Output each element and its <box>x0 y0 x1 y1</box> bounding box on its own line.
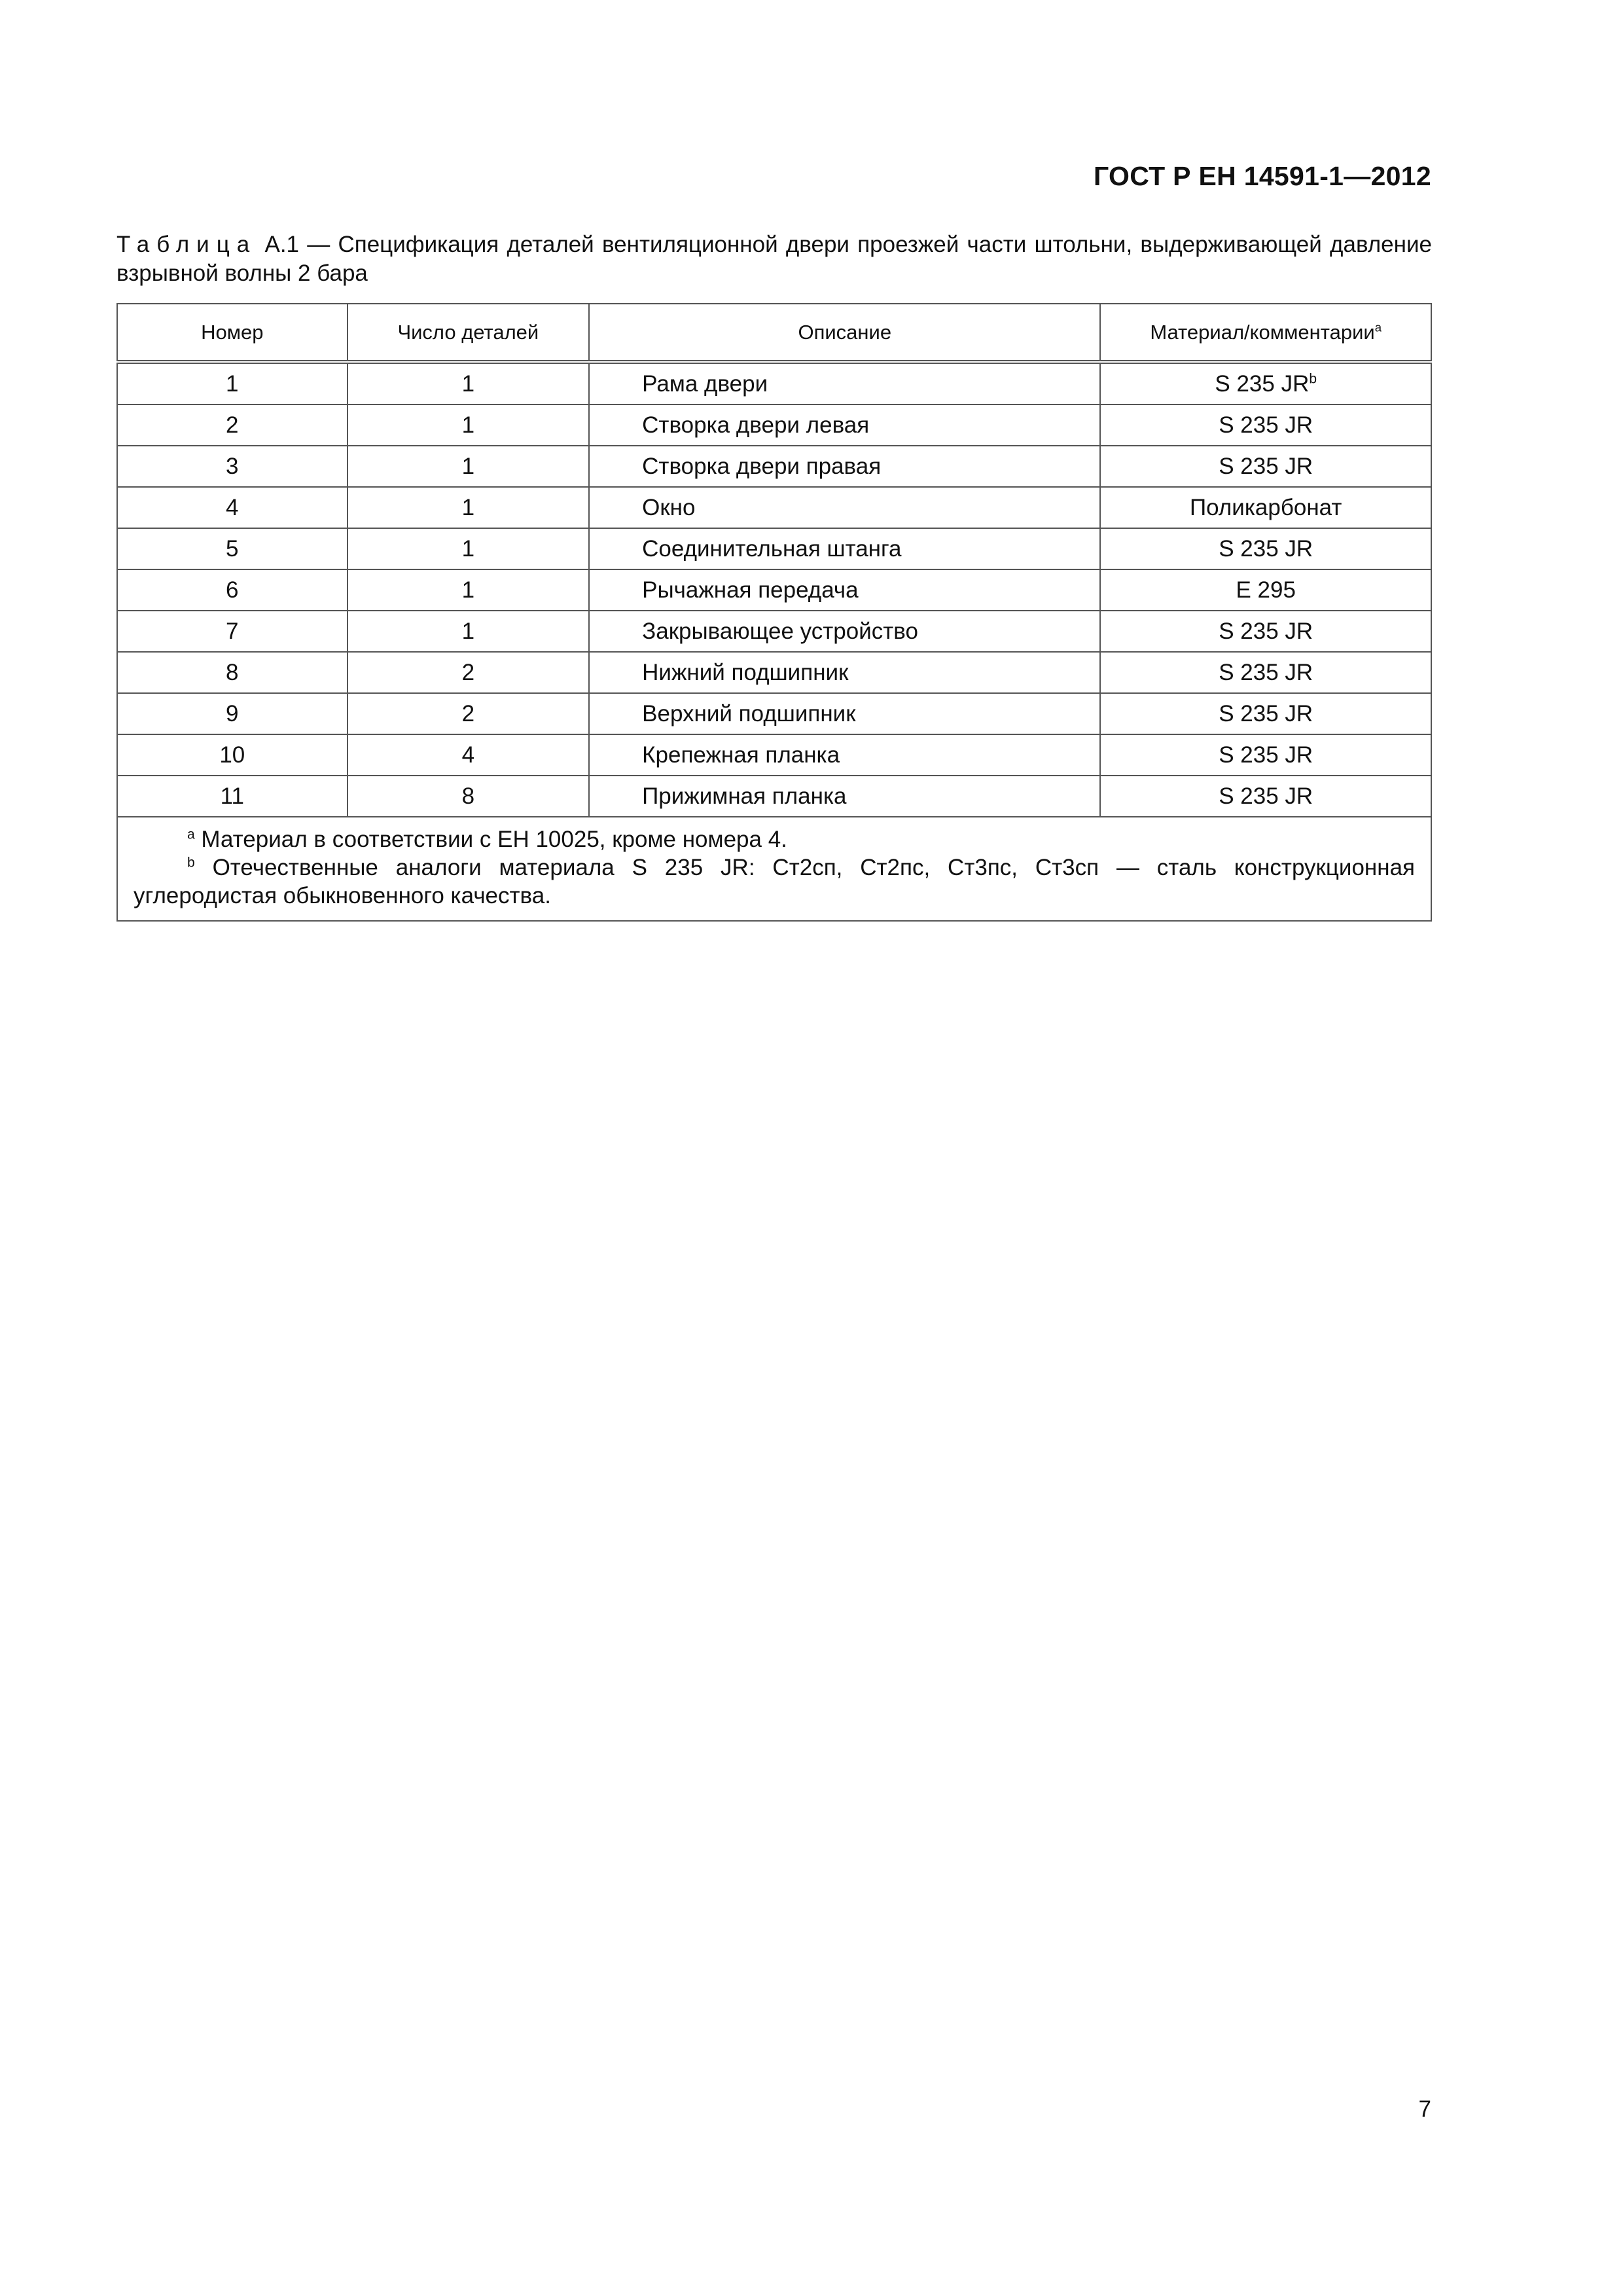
cell-description-text: Створка двери правая <box>642 453 882 479</box>
cell-count-text: 8 <box>461 783 475 809</box>
cell-number-text: 5 <box>226 535 239 562</box>
cell-number-text: 7 <box>226 618 239 644</box>
cell-number <box>117 776 348 817</box>
footnote-a-text: Материал в соответствии с ЕН 10025, кроме номера 4. <box>201 827 787 852</box>
cell-count-text: 4 <box>461 742 475 768</box>
cell-number <box>117 734 348 776</box>
table-row <box>117 404 1431 446</box>
table-row <box>117 446 1431 487</box>
cell-description <box>589 446 1100 487</box>
cell-count <box>348 569 590 611</box>
cell-number-text: 9 <box>226 700 239 726</box>
cell-number-text: 11 <box>220 783 244 809</box>
caption-text: — Спецификация деталей вентиляционной двери проезжей части штольни, выдерживающей давление взрывной волны 2 бара <box>116 232 1432 286</box>
cell-count-text: 2 <box>461 700 475 726</box>
notes-row <box>117 817 1431 921</box>
cell-material <box>1100 776 1431 817</box>
cell-count-text: 1 <box>461 412 475 438</box>
cell-count-text: 1 <box>461 535 475 562</box>
cell-material <box>1100 528 1431 569</box>
table-body <box>117 362 1431 817</box>
cell-description-text: Закрывающее устройство <box>642 618 918 644</box>
header-description: Описание <box>589 304 1100 362</box>
cell-number <box>117 446 348 487</box>
table-header-row <box>117 304 1431 362</box>
cell-description-text: Прижимная планка <box>642 783 847 809</box>
header-material-footnote-mark: a <box>1374 320 1382 334</box>
cell-count-text: 1 <box>461 494 475 520</box>
cell-count <box>348 776 590 817</box>
cell-description-text: Соединительная штанга <box>642 535 902 562</box>
page-number: 7 <box>1418 2096 1431 2122</box>
cell-material <box>1100 362 1431 404</box>
cell-number <box>117 693 348 734</box>
cell-number-text: 10 <box>219 742 245 768</box>
cell-material-text: Поликарбонат <box>1190 494 1342 520</box>
cell-number-text: 1 <box>226 370 239 397</box>
cell-count <box>348 693 590 734</box>
footnote-b <box>134 853 1415 910</box>
cell-material <box>1100 404 1431 446</box>
cell-number <box>117 611 348 652</box>
cell-description <box>589 611 1100 652</box>
cell-count <box>348 734 590 776</box>
cell-number-text: 2 <box>226 412 239 438</box>
cell-description <box>589 487 1100 528</box>
cell-material-text: S 235 JR <box>1219 742 1313 768</box>
table-row <box>117 693 1431 734</box>
footnote-b-text: Отечественные аналоги материала S 235 JR: Ст2сп, Ст2пс, Ст3пс, Ст3сп — сталь конструкционная углеродистая обыкновенного качества. <box>134 855 1415 908</box>
cell-material <box>1100 487 1431 528</box>
cell-description <box>589 652 1100 693</box>
cell-description <box>589 404 1100 446</box>
cell-description-text: Окно <box>642 494 696 520</box>
cell-description-text: Верхний подшипник <box>642 700 856 726</box>
table-caption <box>116 230 1432 288</box>
cell-description <box>589 569 1100 611</box>
cell-count-text: 1 <box>461 577 475 603</box>
cell-material-text: S 235 JR <box>1219 453 1313 479</box>
material-footnote-mark: b <box>1309 370 1317 386</box>
footnote-a-mark: a <box>187 827 195 842</box>
cell-description <box>589 734 1100 776</box>
table-row <box>117 611 1431 652</box>
cell-description-text: Нижний подшипник <box>642 659 849 685</box>
header-material-label: Материал/комментарии <box>1150 320 1375 344</box>
caption-number: А.1 <box>264 232 300 257</box>
cell-count <box>348 652 590 693</box>
cell-number-text: 4 <box>226 494 239 520</box>
cell-number <box>117 404 348 446</box>
cell-material-text: S 235 JR <box>1219 535 1313 562</box>
specification-table <box>116 303 1432 922</box>
cell-count <box>348 362 590 404</box>
caption-label: Таблица <box>116 232 257 257</box>
cell-number <box>117 528 348 569</box>
cell-number <box>117 487 348 528</box>
cell-count-text: 1 <box>461 453 475 479</box>
cell-material <box>1100 446 1431 487</box>
cell-count-text: 1 <box>461 618 475 644</box>
cell-material <box>1100 569 1431 611</box>
table-row <box>117 362 1431 404</box>
footnote-a <box>134 825 1415 853</box>
cell-description-text: Крепежная планка <box>642 742 840 768</box>
cell-count <box>348 404 590 446</box>
cell-number <box>117 652 348 693</box>
table-row <box>117 734 1431 776</box>
cell-count <box>348 446 590 487</box>
cell-material <box>1100 652 1431 693</box>
cell-number-text: 8 <box>226 659 239 685</box>
cell-count <box>348 611 590 652</box>
cell-number-text: 6 <box>226 577 239 603</box>
table-row <box>117 487 1431 528</box>
cell-description-text: Створка двери левая <box>642 412 870 438</box>
table-notes <box>117 817 1431 921</box>
header-count: Число деталей <box>348 304 590 362</box>
cell-number <box>117 569 348 611</box>
cell-description <box>589 528 1100 569</box>
table-row <box>117 652 1431 693</box>
cell-material-text: S 235 JR <box>1219 412 1313 438</box>
table-row <box>117 528 1431 569</box>
header-number: Номер <box>117 304 348 362</box>
document-header: ГОСТ Р ЕН 14591-1—2012 <box>1094 161 1431 191</box>
cell-description-text: Рычажная передача <box>642 577 859 603</box>
cell-number-text: 3 <box>226 453 239 479</box>
cell-description <box>589 362 1100 404</box>
cell-material-text: E 295 <box>1236 577 1296 603</box>
footnote-b-mark: b <box>187 855 195 870</box>
header-material <box>1100 304 1431 362</box>
cell-count <box>348 487 590 528</box>
cell-material-text: S 235 JR <box>1219 783 1313 809</box>
cell-count-text: 1 <box>461 370 475 397</box>
cell-material <box>1100 734 1431 776</box>
cell-count <box>348 528 590 569</box>
cell-material <box>1100 693 1431 734</box>
table-row <box>117 569 1431 611</box>
cell-material-text: S 235 JR <box>1215 370 1310 397</box>
cell-material <box>1100 611 1431 652</box>
cell-number <box>117 362 348 404</box>
cell-count-text: 2 <box>461 659 475 685</box>
cell-description-text: Рама двери <box>642 370 768 397</box>
cell-material-text: S 235 JR <box>1219 659 1313 685</box>
table-row <box>117 776 1431 817</box>
cell-material-text: S 235 JR <box>1219 700 1313 726</box>
cell-description <box>589 776 1100 817</box>
cell-material-text: S 235 JR <box>1219 618 1313 644</box>
cell-description <box>589 693 1100 734</box>
